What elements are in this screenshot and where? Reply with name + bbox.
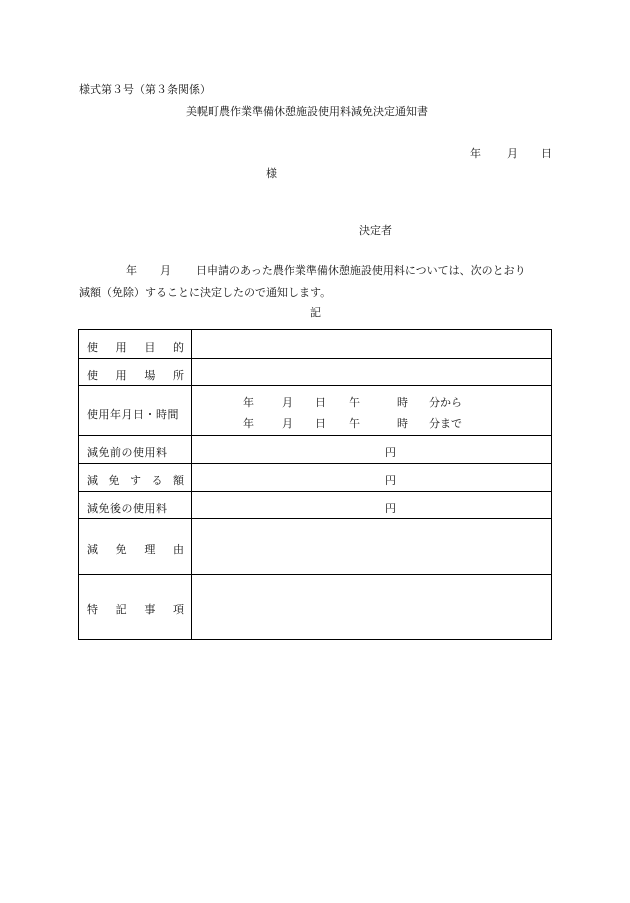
date-day: 日: [541, 147, 552, 160]
row-place: [79, 359, 551, 386]
label-reason: 減 免 理 由: [87, 543, 184, 556]
row-notes: [79, 575, 551, 638]
yen-fee-before: 円: [385, 446, 396, 459]
label-place: 使 用 場 所: [87, 369, 184, 382]
body-year: 年: [126, 264, 137, 277]
yen-fee-after: 円: [385, 502, 396, 515]
date-month: 月: [507, 147, 518, 160]
details-table: [78, 329, 552, 640]
yen-reduction: 円: [385, 474, 396, 487]
row-purpose: [79, 330, 551, 359]
row-fee-after: [79, 492, 551, 519]
row-fee-before: [79, 436, 551, 464]
decider-label: 決定者: [359, 224, 392, 237]
body-line2: 減額（免除）することに決定したので通知します。: [79, 286, 332, 299]
label-notes: 特 記 事 項: [87, 603, 184, 616]
row-reduction: [79, 464, 551, 492]
date-year: 年: [470, 147, 481, 160]
addressee-honorific: 様: [266, 167, 277, 180]
label-fee-before: 減免前の使用料: [87, 446, 168, 459]
label-fee-after: 減免後の使用料: [87, 502, 168, 515]
form-number: 様式第３号（第３条関係）: [79, 83, 211, 96]
label-datetime: 使用年月日・時間: [87, 408, 179, 421]
ki-heading: 記: [310, 306, 321, 319]
document-title: 美幌町農作業準備休憩施設使用料減免決定通知書: [186, 105, 428, 118]
row-datetime: 使用年月日・時間 年 月 日 午 時 分から 年 月 日 午 時 分まで: [79, 386, 551, 436]
row-reason: [79, 519, 551, 575]
body-month: 月: [160, 264, 171, 277]
label-reduction: 減 免 す る 額: [87, 474, 184, 487]
body-line1-rest: 日申請のあった農作業準備休憩施設使用料については、次のとおり: [196, 264, 526, 277]
label-purpose: 使 用 目 的: [87, 341, 184, 354]
